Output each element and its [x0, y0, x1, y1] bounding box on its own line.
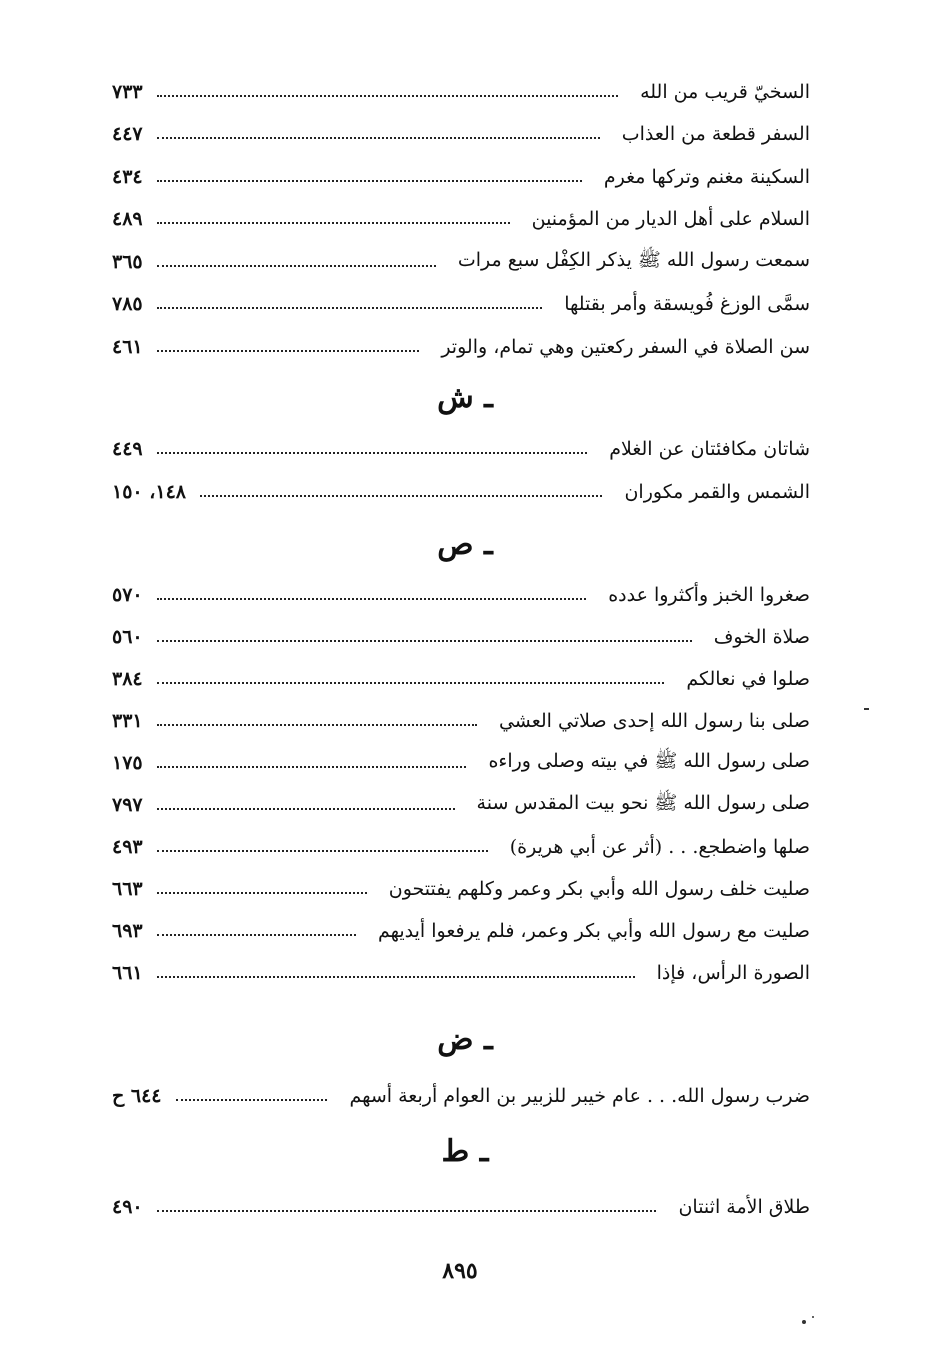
section-heading: ـ ض — [437, 1022, 493, 1057]
entry-text: سمَّى الوزغ فُويسقة وأمر بقتلها — [564, 293, 810, 315]
leader-dots — [157, 976, 635, 978]
entry-page: ٤٦١ — [112, 336, 143, 358]
index-entry — [112, 788, 810, 822]
leader-dots — [157, 95, 618, 97]
entry-text: صلها واضطجع. . . (أثر عن أبي هريرة) — [509, 836, 810, 858]
entry-text: السكينة مغنم وتركها مغرم — [603, 166, 810, 188]
entry-page: ٧٨٥ — [112, 293, 143, 315]
entry-text: صلى بنا رسول الله إحدى صلاتي العشي — [498, 710, 810, 732]
entry-page: ١٤٨، ١٥٠ — [112, 481, 186, 503]
leader-dots — [157, 850, 488, 852]
entry-page: ٤٣٤ — [112, 166, 143, 188]
index-entry — [112, 1079, 810, 1113]
entry-text: ضرب رسول الله. . . عام خيبر للزبير بن العوام أربعة أسهم — [349, 1085, 810, 1107]
index-entry — [112, 704, 810, 738]
entry-text: سمعت رسول الله ﷺ يذكر الكِفْل سبع مرات — [457, 249, 810, 271]
entry-text: صلوا في نعالكم — [686, 668, 810, 690]
entry-page: ٥٦٠ — [112, 626, 143, 648]
index-entry — [112, 287, 810, 321]
entry-page: ٧٣٣ — [112, 81, 143, 103]
section-heading: ـ ش — [437, 380, 493, 415]
index-entry — [112, 330, 810, 364]
index-entry — [112, 75, 810, 109]
leader-dots — [157, 350, 420, 352]
index-entry — [112, 202, 810, 236]
entry-page: ٦٤٤ ح — [112, 1085, 162, 1107]
scan-speck — [802, 1320, 806, 1324]
entry-text: صليت مع رسول الله وأبي بكر وعمر، فلم يرفعوا أيديهم — [377, 920, 810, 942]
entry-text: صلاة الخوف — [713, 626, 810, 648]
section-heading: ـ ص — [437, 527, 493, 562]
entry-page: ٤٤٩ — [112, 438, 143, 460]
page-number: ٨٩٥ — [442, 1258, 478, 1284]
scan-speck — [812, 1316, 814, 1318]
entry-page: ٤٩٣ — [112, 836, 143, 858]
index-entry — [112, 956, 810, 990]
entry-text: الصورة الرأس، فإذا — [656, 962, 810, 984]
entry-text: السفر قطعة من العذاب — [621, 123, 810, 145]
entry-text: السلام على أهل الديار من المؤمنين — [531, 208, 810, 230]
entry-page: ٧٩٧ — [112, 794, 143, 816]
entry-text: السخيّ قريب من الله — [640, 81, 810, 103]
leader-dots — [176, 1099, 328, 1101]
entry-text: الشمس والقمر مكوران — [624, 481, 810, 503]
entry-page: ٤٨٩ — [112, 208, 143, 230]
index-entry — [112, 746, 810, 780]
leader-dots — [157, 808, 455, 810]
index-entry — [112, 872, 810, 906]
leader-dots — [157, 137, 600, 139]
index-entry — [112, 117, 810, 151]
entry-page: ٦٦١ — [112, 962, 143, 984]
entry-page: ٤٩٠ — [112, 1196, 143, 1218]
entry-page: ٦٩٣ — [112, 920, 143, 942]
index-entry — [112, 662, 810, 696]
leader-dots — [157, 640, 692, 642]
entry-page: ١٧٥ — [112, 752, 143, 774]
index-entry — [112, 245, 810, 279]
leader-dots — [157, 452, 588, 454]
index-entry — [112, 160, 810, 194]
leader-dots — [157, 598, 587, 600]
entry-text: صلى رسول الله ﷺ في بيته وصلى وراءه — [488, 750, 810, 772]
index-entry — [112, 432, 810, 466]
leader-dots — [157, 892, 367, 894]
leader-dots — [157, 934, 356, 936]
scan-speck — [864, 708, 869, 710]
index-entry — [112, 620, 810, 654]
entry-page: ٣٦٥ — [112, 251, 143, 273]
entry-page: ٥٧٠ — [112, 584, 143, 606]
leader-dots — [157, 682, 665, 684]
entry-page: ٣٣١ — [112, 710, 143, 732]
leader-dots — [157, 724, 477, 726]
leader-dots — [200, 495, 602, 497]
section-heading: ـ ط — [441, 1134, 489, 1169]
leader-dots — [157, 307, 543, 309]
leader-dots — [157, 1210, 657, 1212]
entry-page: ٣٨٤ — [112, 668, 143, 690]
index-entry — [112, 578, 810, 612]
entry-text: صليت خلف رسول الله وأبي بكر وعمر وكلهم يفتتحون — [388, 878, 810, 900]
leader-dots — [157, 265, 436, 267]
leader-dots — [157, 766, 467, 768]
entry-page: ٦٦٣ — [112, 878, 143, 900]
entry-text: طلاق الأمة اثنتان — [678, 1196, 810, 1218]
entry-page: ٤٤٧ — [112, 123, 143, 145]
entry-text: صغروا الخبز وأكثروا عدده — [608, 584, 810, 606]
index-entry — [112, 914, 810, 948]
leader-dots — [157, 222, 510, 224]
leader-dots — [157, 180, 582, 182]
entry-text: شاتان مكافئتان عن الغلام — [609, 438, 810, 460]
entry-text: سن الصلاة في السفر ركعتين وهي تمام، والوتر — [441, 336, 810, 358]
index-entry — [112, 830, 810, 864]
entry-text: صلى رسول الله ﷺ نحو بيت المقدس سنة — [476, 792, 810, 814]
index-entry — [112, 1190, 810, 1224]
index-entry — [112, 475, 810, 509]
